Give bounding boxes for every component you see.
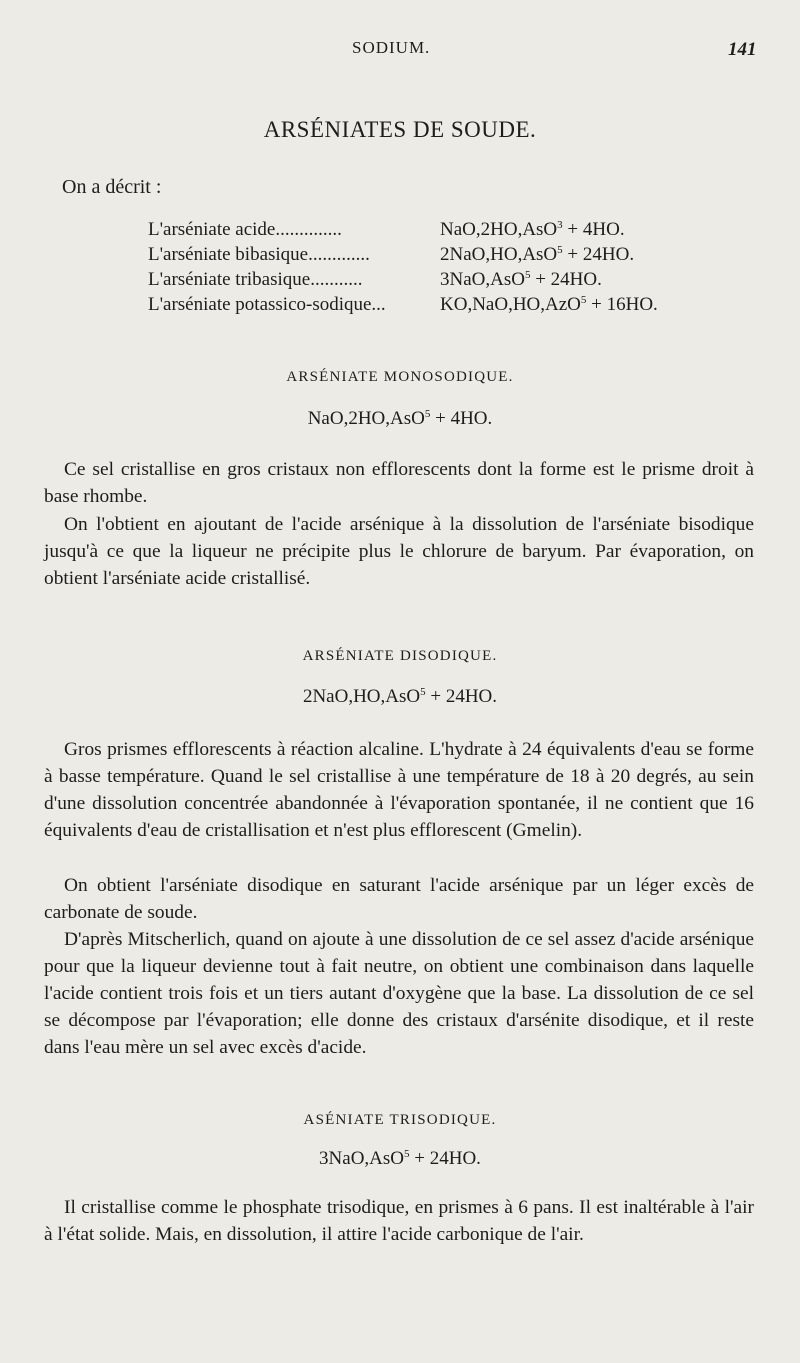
section-title-disodique: ARSÉNIATE DISODIQUE. xyxy=(302,648,498,664)
paragraph: On obtient l'arséniate disodique en saturant l'acide arsénique par un léger excès de carbonate de soude. xyxy=(44,875,754,923)
section-formula-trisodique: 3NaO,AsO$^5$ + 24HO. xyxy=(319,1148,481,1169)
list-item-formula: KO,NaO,HO,AzO$^5$ + 16HO. xyxy=(440,294,658,315)
paragraph: On l'obtient en ajoutant de l'acide arsénique à la dissolution de l'arséniate bisodique jusqu'à ce que la liqueur ne précipite plus le chlorure de baryum. Par évaporation, on obtient l'arséniate acide cristallisé. xyxy=(44,514,754,589)
list-item-name: L'arséniate acide.............. xyxy=(148,219,342,240)
paragraph: D'après Mitscherlich, quand on ajoute à une dissolution de ce sel assez d'acide arsénique pour que la liqueur devienne tout à fait neutre, on obtient une combinaison dans laquelle l'acide contient trois fois et un tiers autant d'oxygène que la base. La dissolution de ce sel se décompose par l'évaporation; elle donne des cristaux d'arsénite disodique, et il reste dans l'eau mère un sel avec excès d'acide. xyxy=(44,929,754,1058)
intro-text: On a décrit : xyxy=(62,176,162,198)
running-title: SODIUM. xyxy=(352,38,431,57)
paragraph: Il cristallise comme le phosphate trisodique, en prismes à 6 pans. Il est inaltérable à l'air à l'état solide. Mais, en dissolution, il attire l'acide carbonique de l'air. xyxy=(44,1197,754,1245)
list-item-name: L'arséniate tribasique........... xyxy=(148,269,363,290)
list-item-name: L'arséniate potassico-sodique... xyxy=(148,294,386,315)
page-number: 141 xyxy=(728,39,757,60)
list-item-formula: 3NaO,AsO$^5$ + 24HO. xyxy=(440,269,602,290)
section-formula-monosodique: NaO,2HO,AsO$^5$ + 4HO. xyxy=(307,408,493,429)
paragraph: Ce sel cristallise en gros cristaux non efflorescents dont la forme est le prisme droit à base rhombe. xyxy=(44,459,754,507)
paragraph: Gros prismes efflorescents à réaction alcaline. L'hydrate à 24 équivalents d'eau se forme à basse température. Quand le sel cristallise à une température de 18 à 20 degrés, au sein d'une dissolution concentrée abandonnée à l'évaporation spontanée, il ne contient que 16 équivalents d'eau de cristallisation et n'est plus efflorescent (Gmelin). xyxy=(44,739,754,841)
list-item-formula: NaO,2HO,AsO$^3$ + 4HO. xyxy=(440,219,625,240)
section-title-monosodique: ARSÉNIATE MONOSODIQUE. xyxy=(286,369,514,385)
page-title: ARSÉNIATES DE SOUDE. xyxy=(263,117,537,142)
section-title-trisodique: ASÉNIATE TRISODIQUE. xyxy=(303,1112,497,1128)
section-formula-disodique: 2NaO,HO,AsO$^5$ + 24HO. xyxy=(302,686,498,707)
running-header xyxy=(0,38,800,64)
list-item-name: L'arséniate bibasique............. xyxy=(148,244,370,265)
list-item-formula: 2NaO,HO,AsO$^5$ + 24HO. xyxy=(440,244,635,265)
